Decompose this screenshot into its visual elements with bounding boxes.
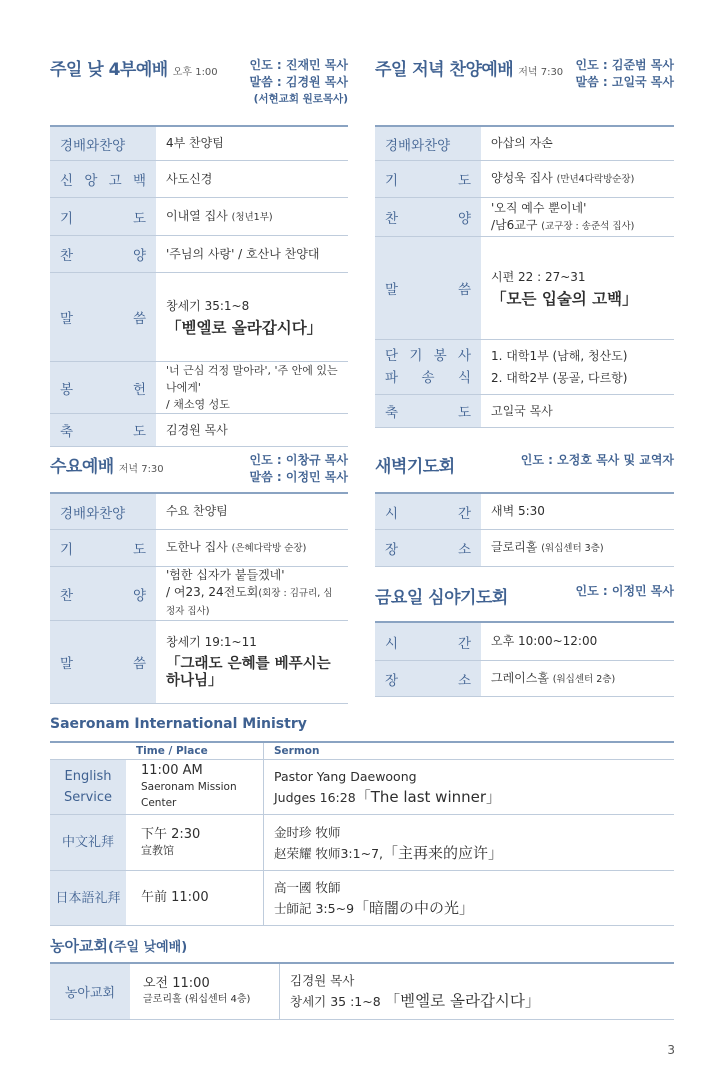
row-label: 기 도 xyxy=(60,210,146,227)
table-header-row xyxy=(50,742,674,760)
row-label: 말 씀 xyxy=(60,656,146,672)
page-number: 3 xyxy=(667,1043,675,1057)
row-sermon: 김경원 목사 창세기 35 :1~8 「벧엘로 올라갑시다」 xyxy=(280,963,675,1020)
row-time-place: 午前 11:00 xyxy=(126,871,264,926)
service-time: 저녁 7:30 xyxy=(518,67,564,78)
row-label: 찬 양 xyxy=(60,248,146,264)
table-row xyxy=(375,126,674,161)
table-row xyxy=(375,530,674,567)
row-value: 도한나 집사 (은혜다락방 순장) xyxy=(156,530,348,567)
row-label: 농아교회 xyxy=(50,963,130,1020)
leader-info: 인도 : 이창규 목사 말씀 : 이정민 목사 xyxy=(249,453,348,484)
section-title: 금요일 심야기도회 xyxy=(375,588,508,608)
table-row xyxy=(50,414,348,447)
table-row xyxy=(50,236,348,273)
row-value: 창세기 35:1~8 「벧엘로 올라갑시다」 xyxy=(156,273,348,362)
table-row xyxy=(50,567,348,621)
deaf-church-table xyxy=(50,962,674,1020)
row-label: 축 도 xyxy=(385,405,471,421)
row-label: 경배와찬양 xyxy=(375,126,481,161)
sunday-evening-table xyxy=(375,125,674,428)
section-dawn-prayer xyxy=(375,452,674,567)
sunday-4th-table xyxy=(50,125,348,447)
table-row xyxy=(50,963,674,1020)
row-label-2: 파 송 식 xyxy=(385,370,471,386)
table-row xyxy=(50,273,348,362)
service-time: 오후 1:00 xyxy=(172,67,218,78)
row-label: 축 도 xyxy=(60,424,146,440)
row-label: 말 씀 xyxy=(385,282,471,298)
table-row xyxy=(50,362,348,414)
row-value: 이내열 집사 (청년1부) xyxy=(156,198,348,236)
row-sermon: 高一國 牧師 士師記 3:5~9「暗闇の中の光」 xyxy=(264,871,675,926)
row-value: 그레이스홀 (워십센터 2층) xyxy=(481,661,674,697)
row-time-place: 11:00 AM Saeronam Mission Center xyxy=(126,760,264,815)
row-label: 단 기 봉 사 xyxy=(385,348,471,364)
row-value: '험한 십자가 붙들겠네' / 여23, 24전도회(회장 : 김규리, 심정자 집사) xyxy=(156,567,348,621)
table-row xyxy=(50,815,674,871)
table-row xyxy=(375,340,674,395)
leader-info: 인도 : 오정호 목사 및 교역자 xyxy=(520,453,674,467)
sermon-title: 「그래도 은혜를 베푸시는 하나님」 xyxy=(166,656,331,689)
sermon-title: 「벧엘로 올라갑시다」 xyxy=(166,318,323,337)
friday-table xyxy=(375,621,674,697)
row-sermon: 金时珍 牧师 赵荣耀 牧师3:1~7,「主再来的应许」 xyxy=(264,815,675,871)
table-row xyxy=(375,395,674,428)
row-value: 사도신경 xyxy=(156,161,348,198)
row-label: 시 간 xyxy=(385,635,471,652)
row-label: 日本語礼拜 xyxy=(50,871,126,926)
row-value: 창세기 19:1~11 「그래도 은혜를 베푸시는 하나님」 xyxy=(156,621,348,704)
international-table xyxy=(50,741,674,926)
table-row xyxy=(375,493,674,530)
table-row xyxy=(375,661,674,697)
table-row xyxy=(50,161,348,198)
sunday-evening-header xyxy=(375,55,674,125)
row-label: English Service xyxy=(50,760,126,815)
row-label: 장 소 xyxy=(385,542,471,558)
row-sermon: Pastor Yang Daewoong Judges 16:28「The last winner」 xyxy=(264,760,675,815)
wednesday-header xyxy=(50,452,348,492)
table-row xyxy=(375,622,674,661)
section-title: 새벽기도회 xyxy=(375,457,455,477)
sunday-4th-header xyxy=(50,55,348,125)
row-label: 경배와찬양 xyxy=(50,126,156,161)
service-time: 저녁 7:30 xyxy=(118,464,164,475)
table-row xyxy=(50,760,674,815)
row-label: 시 간 xyxy=(385,505,471,522)
sermon-title: 「모든 입술의 고백」 xyxy=(491,289,638,308)
row-value: 4부 찬양팀 xyxy=(156,126,348,161)
section-title: 주일 저녁 찬양예배 저녁 7:30 xyxy=(375,60,564,80)
table-row xyxy=(50,493,348,530)
row-label: 찬 양 xyxy=(385,211,471,227)
row-label: 말 씀 xyxy=(60,311,146,327)
row-value: 시편 22 : 27~31 「모든 입술의 고백」 xyxy=(481,237,674,340)
row-value: 오후 10:00~12:00 xyxy=(481,622,674,661)
row-label: 中文礼拜 xyxy=(50,815,126,871)
row-time-place: 오전 11:00 글로리홀 (워십센터 4층) xyxy=(130,963,280,1020)
table-row xyxy=(375,237,674,340)
section-wednesday xyxy=(50,452,348,704)
row-value: 새벽 5:30 xyxy=(481,493,674,530)
table-row xyxy=(50,871,674,926)
row-value: 김경원 목사 xyxy=(156,414,348,447)
friday-header xyxy=(375,583,674,621)
row-time-place: 下午 2:30 宣教馆 xyxy=(126,815,264,871)
row-value: 수요 찬양팀 xyxy=(156,493,348,530)
row-label: 기 도 xyxy=(385,173,471,189)
section-title: 주일 낮 4부예배 오후 1:00 xyxy=(50,60,218,80)
col-header-sermon: Sermon xyxy=(264,742,675,760)
section-sunday-4th xyxy=(50,55,348,447)
leader-info: 인도 : 김준범 목사 말씀 : 고일국 목사 xyxy=(575,58,674,89)
row-label: 봉 헌 xyxy=(60,381,146,398)
row-value: 양성욱 집사 (만년4다락방순장) xyxy=(481,161,674,198)
table-row xyxy=(50,198,348,236)
row-value: 고일국 목사 xyxy=(481,395,674,428)
col-header-time: Time / Place xyxy=(126,742,264,760)
row-value: 1. 대학1부 (남해, 청산도) 2. 대학2부 (몽골, 다르항) xyxy=(481,340,674,395)
row-label: 기 도 xyxy=(60,542,146,558)
wednesday-table xyxy=(50,492,348,704)
row-label: 장 소 xyxy=(385,672,471,689)
row-value: '주님의 사랑' / 호산나 찬양대 xyxy=(156,236,348,273)
deaf-church-title: 농아교회(주일 낮예배) xyxy=(50,937,188,955)
dawn-header xyxy=(375,452,674,492)
section-sunday-evening xyxy=(375,55,674,428)
leader-info: 인도 : 진재민 목사 말씀 : 김경원 목사 (서현교회 원로목사) xyxy=(249,58,348,105)
row-label: 신 앙 고 백 xyxy=(60,173,146,189)
row-value: '너 근심 걱정 말아라', '주 안에 있는 나에게' / 채소영 성도 xyxy=(156,362,348,414)
row-value: '오직 예수 뿐이네' /남6교구 (교구장 : 송준석 집사) xyxy=(481,198,674,237)
section-friday-prayer xyxy=(375,583,674,697)
row-value: 글로리홀 (워십센터 3층) xyxy=(481,530,674,567)
section-title: 수요예배 저녁 7:30 xyxy=(50,457,164,477)
table-row xyxy=(50,530,348,567)
leader-info: 인도 : 이정민 목사 xyxy=(575,584,674,598)
dawn-table xyxy=(375,492,674,567)
row-label: 경배와찬양 xyxy=(50,493,156,530)
table-row xyxy=(375,198,674,237)
table-row xyxy=(50,621,348,704)
table-row xyxy=(375,161,674,198)
row-label: 찬 양 xyxy=(60,587,146,604)
row-value: 아삽의 자손 xyxy=(481,126,674,161)
table-row xyxy=(50,126,348,161)
international-title: Saeronam International Ministry xyxy=(50,716,307,732)
